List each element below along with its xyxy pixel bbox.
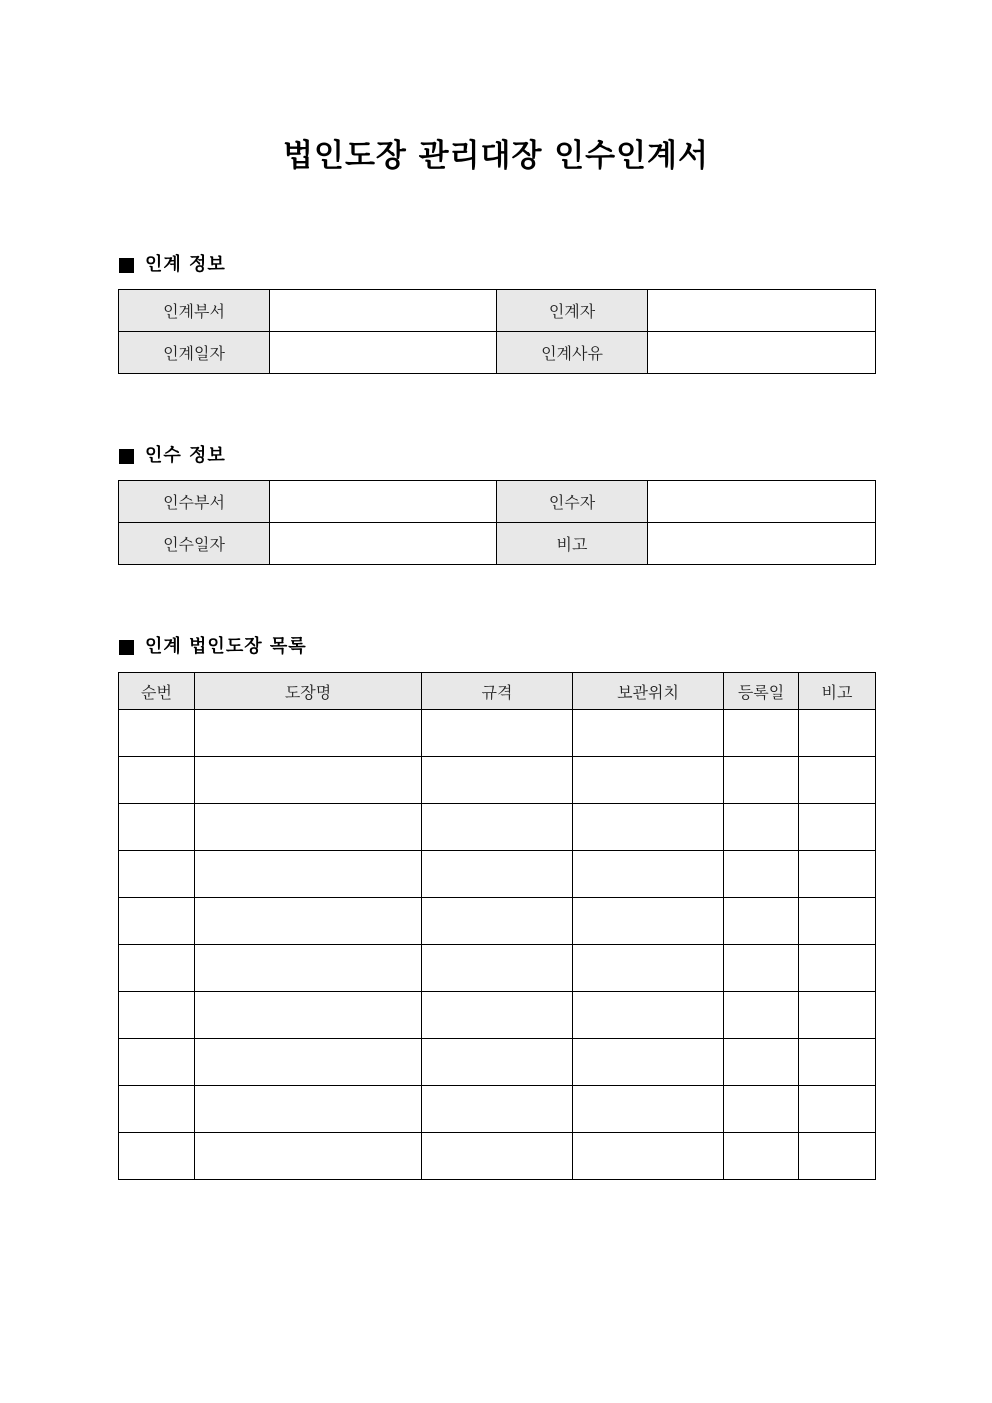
table-header-row <box>119 673 876 710</box>
table-row <box>119 757 876 804</box>
cell-spec[interactable] <box>422 851 573 898</box>
cell-spec[interactable] <box>422 1086 573 1133</box>
takeover-date-label: 인수일자 <box>119 523 270 565</box>
cell-seal-name[interactable] <box>195 1039 422 1086</box>
cell-reg-date[interactable] <box>724 710 799 757</box>
handover-date-field[interactable] <box>270 332 497 374</box>
cell-seal-name[interactable] <box>195 757 422 804</box>
cell-seal-name[interactable] <box>195 1086 422 1133</box>
cell-storage[interactable] <box>573 757 724 804</box>
square-bullet-icon <box>119 449 134 464</box>
cell-spec[interactable] <box>422 710 573 757</box>
cell-number[interactable] <box>119 992 195 1039</box>
takeover-person-label: 인수자 <box>497 481 648 523</box>
col-header-note: 비고 <box>799 673 876 710</box>
takeover-dept-field[interactable] <box>270 481 497 523</box>
cell-note[interactable] <box>799 992 876 1039</box>
cell-storage[interactable] <box>573 992 724 1039</box>
table-row <box>119 1086 876 1133</box>
cell-note[interactable] <box>799 1133 876 1180</box>
cell-spec[interactable] <box>422 992 573 1039</box>
cell-storage[interactable] <box>573 851 724 898</box>
cell-note[interactable] <box>799 757 876 804</box>
seal-list-table <box>118 672 876 1180</box>
cell-seal-name[interactable] <box>195 1133 422 1180</box>
cell-number[interactable] <box>119 851 195 898</box>
table-row <box>119 1039 876 1086</box>
col-header-spec: 규격 <box>422 673 573 710</box>
seal-list-body <box>119 710 876 1180</box>
cell-seal-name[interactable] <box>195 898 422 945</box>
seal-list-heading-text: 인계 법인도장 목록 <box>145 636 307 657</box>
table-row <box>119 945 876 992</box>
handover-person-label: 인계자 <box>497 290 648 332</box>
takeover-heading-text: 인수 정보 <box>145 445 226 466</box>
cell-spec[interactable] <box>422 1039 573 1086</box>
cell-reg-date[interactable] <box>724 945 799 992</box>
cell-seal-name[interactable] <box>195 804 422 851</box>
cell-storage[interactable] <box>573 945 724 992</box>
table-row <box>119 1133 876 1180</box>
takeover-info-table <box>118 480 876 565</box>
cell-number[interactable] <box>119 898 195 945</box>
handover-date-label: 인계일자 <box>119 332 270 374</box>
cell-number[interactable] <box>119 804 195 851</box>
table-row <box>119 851 876 898</box>
col-header-reg-date: 등록일 <box>724 673 799 710</box>
col-header-storage: 보관위치 <box>573 673 724 710</box>
table-row <box>119 710 876 757</box>
cell-storage[interactable] <box>573 1086 724 1133</box>
cell-note[interactable] <box>799 898 876 945</box>
takeover-note-field[interactable] <box>648 523 876 565</box>
square-bullet-icon <box>119 640 134 655</box>
takeover-date-field[interactable] <box>270 523 497 565</box>
table-row <box>119 290 876 332</box>
cell-reg-date[interactable] <box>724 1086 799 1133</box>
cell-spec[interactable] <box>422 898 573 945</box>
takeover-note-label: 비고 <box>497 523 648 565</box>
cell-storage[interactable] <box>573 1039 724 1086</box>
cell-reg-date[interactable] <box>724 804 799 851</box>
cell-number[interactable] <box>119 757 195 804</box>
col-header-seal-name: 도장명 <box>195 673 422 710</box>
cell-storage[interactable] <box>573 898 724 945</box>
takeover-person-field[interactable] <box>648 481 876 523</box>
cell-number[interactable] <box>119 1133 195 1180</box>
cell-spec[interactable] <box>422 757 573 804</box>
table-row <box>119 804 876 851</box>
handover-reason-field[interactable] <box>648 332 876 374</box>
handover-reason-label: 인계사유 <box>497 332 648 374</box>
seal-list-section-heading <box>119 635 307 659</box>
table-row <box>119 523 876 565</box>
table-row <box>119 992 876 1039</box>
cell-number[interactable] <box>119 1039 195 1086</box>
handover-section-heading <box>119 253 226 277</box>
cell-reg-date[interactable] <box>724 1133 799 1180</box>
cell-note[interactable] <box>799 804 876 851</box>
handover-person-field[interactable] <box>648 290 876 332</box>
cell-note[interactable] <box>799 945 876 992</box>
cell-reg-date[interactable] <box>724 757 799 804</box>
cell-seal-name[interactable] <box>195 992 422 1039</box>
cell-spec[interactable] <box>422 1133 573 1180</box>
table-row <box>119 332 876 374</box>
cell-storage[interactable] <box>573 1133 724 1180</box>
cell-storage[interactable] <box>573 710 724 757</box>
cell-note[interactable] <box>799 851 876 898</box>
takeover-dept-label: 인수부서 <box>119 481 270 523</box>
square-bullet-icon <box>119 258 134 273</box>
cell-storage[interactable] <box>573 804 724 851</box>
cell-reg-date[interactable] <box>724 851 799 898</box>
table-row <box>119 898 876 945</box>
cell-number[interactable] <box>119 1086 195 1133</box>
handover-info-table <box>118 289 876 374</box>
cell-spec[interactable] <box>422 804 573 851</box>
cell-number[interactable] <box>119 945 195 992</box>
handover-dept-label: 인계부서 <box>119 290 270 332</box>
cell-seal-name[interactable] <box>195 945 422 992</box>
cell-seal-name[interactable] <box>195 710 422 757</box>
cell-note[interactable] <box>799 1039 876 1086</box>
cell-spec[interactable] <box>422 945 573 992</box>
handover-heading-text: 인계 정보 <box>145 254 226 275</box>
cell-note[interactable] <box>799 1086 876 1133</box>
cell-note[interactable] <box>799 710 876 757</box>
table-row <box>119 481 876 523</box>
col-header-number: 순번 <box>119 673 195 710</box>
cell-reg-date[interactable] <box>724 992 799 1039</box>
handover-dept-field[interactable] <box>270 290 497 332</box>
document-title: 법인도장 관리대장 인수인계서 <box>283 138 709 174</box>
cell-seal-name[interactable] <box>195 851 422 898</box>
cell-number[interactable] <box>119 710 195 757</box>
takeover-section-heading <box>119 444 226 468</box>
cell-reg-date[interactable] <box>724 898 799 945</box>
cell-reg-date[interactable] <box>724 1039 799 1086</box>
